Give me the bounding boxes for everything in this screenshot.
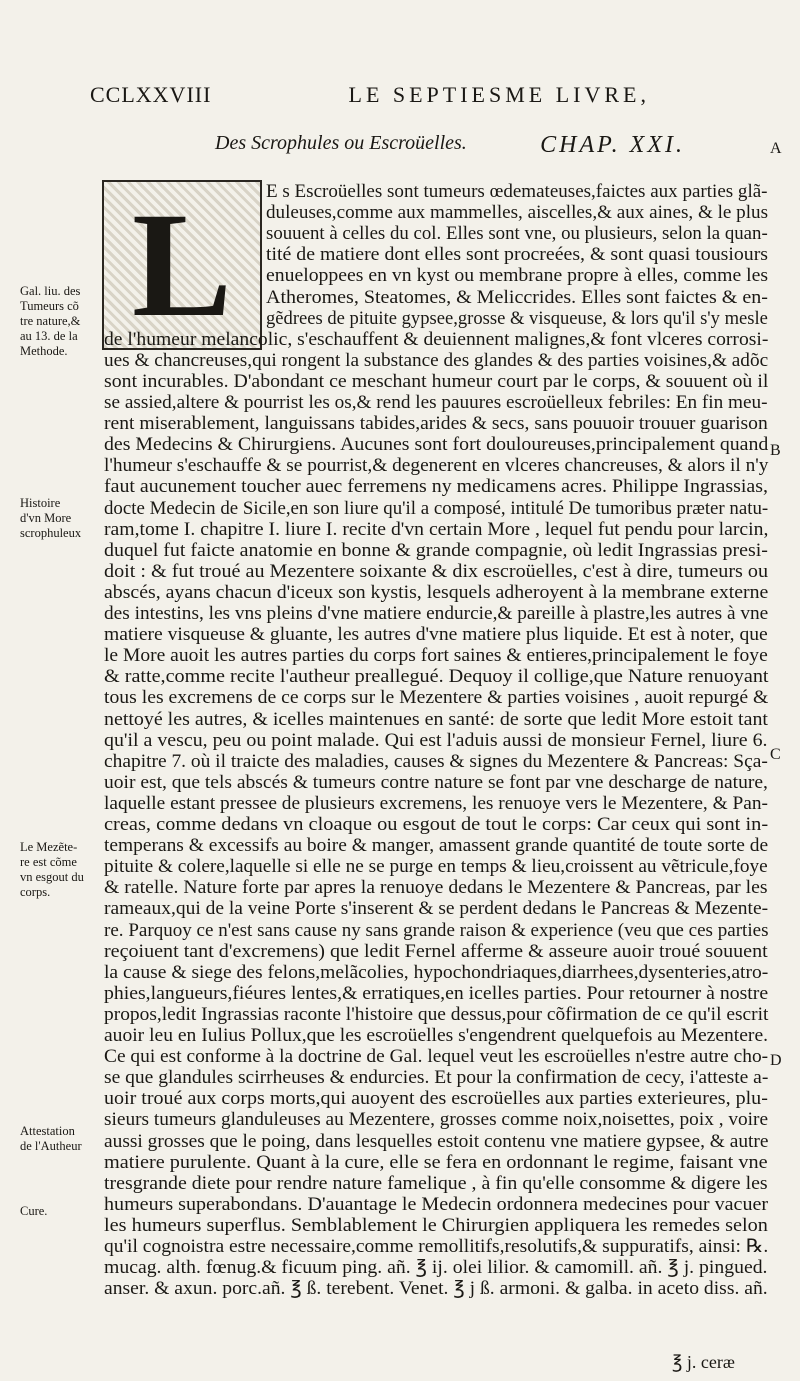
text-line: re. Parquoy ce n'est sans cause ny sans grande raison & experience (veu que ces parties bbox=[104, 920, 769, 941]
side-note-line: Methode. bbox=[20, 344, 68, 358]
text-line: les humeurs superflus. Semblablement le Chirurgien appliquera les remedes selon bbox=[104, 1215, 768, 1236]
text-line: reçoiuent tant d'excremens) que ledit Fernel afferme & asseure auoir troué souuent bbox=[104, 941, 768, 962]
text-line: tous les excremens de ce corps sur le Mezentere & parties voisines , auoit repurgé & bbox=[104, 688, 769, 709]
text-line: ues & chancreuses,qui rongent la substance des glandes & des parties voisines,& adõc bbox=[104, 350, 769, 371]
side-note-galen bbox=[20, 284, 100, 359]
text-line: l'humeur s'eschauffe & se pourrist,& degenerent en vlceres chancreuses, & alors il n'y bbox=[104, 456, 769, 477]
text-line: mucag. alth. fœnug.& ficuum ping. añ. ℥ ij. olei lilior. & camomill. añ. ℥ j. pingued. bbox=[104, 1258, 768, 1279]
text-line: rameaux,qui de la veine Porte s'inserent & se perdent dedans le Pancreas & Mezente- bbox=[104, 899, 769, 920]
text-line: rent miserablement, languissans tabides,arides & secs, sans pouuoir trouuer guarison bbox=[104, 414, 768, 435]
text-line: pituite & colere,laquelle si elle ne se purge en temps & lieu,croissent au vẽtricule,foye bbox=[104, 857, 768, 878]
side-note-line: au 13. de la bbox=[20, 329, 78, 343]
text-line: tresgrande diete pour rendre nature famelique , à fin qu'elle consomme & digere les bbox=[104, 1173, 768, 1194]
side-note-line: Histoire bbox=[20, 496, 61, 510]
text-line: matiere purulente. Quant à la cure, elle se fera en ordonnant le regime, faisant vne bbox=[104, 1152, 768, 1173]
margin-letter-b: B bbox=[770, 442, 781, 459]
margin-letter-a: A bbox=[770, 140, 782, 157]
drop-cap-letter: L bbox=[131, 182, 233, 348]
text-line: & ratelle. Nature forte par apres la renuoye dedans le Mezentere & Pancreas, par les bbox=[104, 878, 768, 899]
text-line: phies,langueurs,fiéures lentes,& erratiques,en icelles parties. Pour retourner à nostre bbox=[104, 983, 769, 1004]
side-note-line: Cure. bbox=[20, 1204, 48, 1218]
text-line: abscés, ayans chacun d'iceux son kystis, lesquels adheroyent à la membrane externe bbox=[104, 582, 769, 603]
chapter-subtitle: Des Scrophules ou Escroüelles. bbox=[215, 132, 467, 154]
text-line: la cause & siege des felons,melãcolies, hypochondriaques,diarrhees,dysenteries,atro- bbox=[104, 962, 769, 983]
side-note-line: vn esgout du bbox=[20, 870, 84, 884]
text-line: de l'humeur melancolic, s'eschauffent & deuiennent malignes,& font vlceres corrosi- bbox=[104, 329, 769, 350]
text-line: qu'il cognoistra estre necessaire,comme remollitifs,resolutifs,& suppuratifs, ainsi: ℞. bbox=[104, 1237, 769, 1257]
text-line: se assied,altere & pourrist les os,& rend les pauures escroüelleux febriles: En fin meu- bbox=[104, 393, 768, 413]
side-note-line: Gal. liu. des bbox=[20, 284, 81, 298]
text-line: temperans & excessifs au boire & manger, amassent grande quantité de toute sorte de bbox=[104, 836, 769, 857]
margin-letter-c: C bbox=[770, 746, 781, 763]
side-note-line: scrophuleux bbox=[20, 526, 82, 540]
text-line: anser. & axun. porc.añ. ℥ ß. terebent. Venet. ℥ j ß. armoni. & galba. in aceto diss. añ. bbox=[104, 1279, 768, 1300]
text-line: chapitre 7. où il traicte des maladies, causes & signes du Mezentere & Pancreas: Sça- bbox=[104, 751, 768, 772]
text-line: qu'il a vescu, peu ou point malade. Qui est l'aduis aussi de monsieur Fernel, liure 6. bbox=[104, 730, 768, 751]
ornamental-initial bbox=[102, 180, 262, 350]
text-line: tité de matiere dont elles sont procreées, & sont quasi tousiours bbox=[266, 245, 769, 266]
text-line: se que glandules scirrheuses & endurcies. Et pour la confirmation de cecy, i'atteste a- bbox=[104, 1068, 769, 1089]
chapter-heading bbox=[215, 132, 685, 159]
text-line: creas, comme dedans vn cloaque ou esgout de tout le corps: Car ceux qui sont in- bbox=[104, 815, 769, 835]
side-note-histoire bbox=[20, 496, 100, 541]
text-line: uoir est, que tels abscés & tumeurs contre nature se font par vne descharge de nature, bbox=[104, 772, 768, 793]
text-line: Atheromes, Steatomes, & Meliccrides. Elles sont faictes & en- bbox=[266, 287, 768, 308]
side-note-line: Le Mezẽte- bbox=[20, 840, 78, 854]
text-line: ram,tome I. chapitre I. liure I. recite d'vn certain More , lequel fut pendu pour larcin, bbox=[104, 519, 769, 540]
chapter-number: CHAP. XXI. bbox=[540, 132, 685, 158]
side-note-line: Tumeurs cõ bbox=[20, 299, 79, 313]
text-line: gẽdrees de pituite gypsee,grosse & visqueuse, & lors qu'il s'y mesle bbox=[266, 308, 768, 329]
text-line: & ratte,comme recite l'autheur preallegué. Dequoy il collige,que Nature renuoyant bbox=[104, 667, 769, 688]
text-line: E s Escroüelles sont tumeurs œdemateuses,faictes aux parties glã- bbox=[266, 182, 768, 202]
text-line: duquel fut faicte anatomie en bonne & grande compagnie, où ledit Ingrassias presi- bbox=[104, 540, 768, 561]
folio-number: CCLXXVIII bbox=[90, 82, 212, 107]
text-line: matiere visqueuse & gluante, les autres d'vne matiere plus liquide. Et est à noter, que bbox=[104, 625, 768, 646]
text-line: uoir troué aux corps morts,qui auoyent des escroüelles aux parties exterieures, plu- bbox=[104, 1089, 768, 1110]
text-line: faut aucunement toucher auec ferremens ny medicamens acres. Philippe Ingrassias, bbox=[104, 477, 768, 498]
side-note-line: de l'Autheur bbox=[20, 1139, 82, 1153]
side-note-line: re est cõme bbox=[20, 855, 77, 869]
text-line: des intestins, les vns pleins d'vne matiere endurcie,& pareille à plastre,les autres à vne bbox=[104, 604, 769, 624]
text-line: laquelle estant pressee de plusieurs excremens, les renuoye vers le Mezentere, & Pan- bbox=[104, 793, 768, 814]
text-line: humeurs superabondans. D'auantage le Medecin ordonnera medecines pour vacuer bbox=[104, 1194, 769, 1215]
side-note-line: Attestation bbox=[20, 1124, 75, 1138]
text-line: aussi grosses que le poing, dans lesquelles estoit contenu vne matiere gypsee, & autre bbox=[104, 1131, 769, 1152]
text-line: docte Medecin de Sicile,en son liure qu'il a composé, intitulé De tumoribus præter natu- bbox=[104, 498, 769, 519]
text-line: Ce qui est conforme à la doctrine de Gal. lequel veut les escroüelles n'estre autre cho- bbox=[104, 1047, 769, 1068]
side-note-line: tre nature,& bbox=[20, 314, 81, 328]
text-line: des Medecins & Chirurgiens. Aucunes sont fort douloureuses,principalement quand bbox=[104, 435, 769, 456]
side-note-cure bbox=[20, 1204, 100, 1219]
text-line: nettoyé les autres, & icelles maintenues en santé: de sorte que ledit More estoit tant bbox=[104, 709, 768, 730]
side-note-mezentere bbox=[20, 840, 100, 900]
text-line: le More auoit les autres parties du corps fort saines & entieres,principalement le foye bbox=[104, 646, 768, 667]
side-note-line: d'vn More bbox=[20, 511, 72, 525]
text-line: doit : & fut troué au Mezentere soixante & dix escroüelles, c'est à dire, tumeurs ou bbox=[104, 561, 769, 582]
text-line: duleuses,comme aux mammelles, aiscelles,& aux aines, & le plus bbox=[266, 203, 769, 224]
side-note-attestation bbox=[20, 1124, 100, 1154]
page-header bbox=[90, 82, 650, 108]
margin-letter-d: D bbox=[770, 1052, 782, 1069]
catchword: ℥ j. ceræ bbox=[672, 1352, 735, 1372]
text-line: propos,ledit Ingrassias raconte l'histoire que dessus,pour cõfirmation de ce qu'il escrit bbox=[104, 1004, 769, 1025]
text-line: sont incurables. D'abondant ce meschant humeur court par le corps, & souuent où il bbox=[104, 371, 769, 392]
text-line: souuent à celles du col. Elles sont vne, ou plusieurs, selon la quan- bbox=[266, 224, 768, 245]
text-line: auoir leu en Iulius Pollux,que les escroüelles s'engendrent quelquefois au Mezentere. bbox=[104, 1026, 769, 1046]
running-title: LE SEPTIESME LIVRE, bbox=[348, 82, 650, 107]
text-line: sieurs tumeurs glanduleuses au Mezentere, grosses comme noix,noisettes, poix , voire bbox=[104, 1110, 769, 1131]
text-line: enueloppees en vn kyst ou membrane propre à elles, comme les bbox=[266, 266, 769, 287]
side-note-line: corps. bbox=[20, 885, 51, 899]
